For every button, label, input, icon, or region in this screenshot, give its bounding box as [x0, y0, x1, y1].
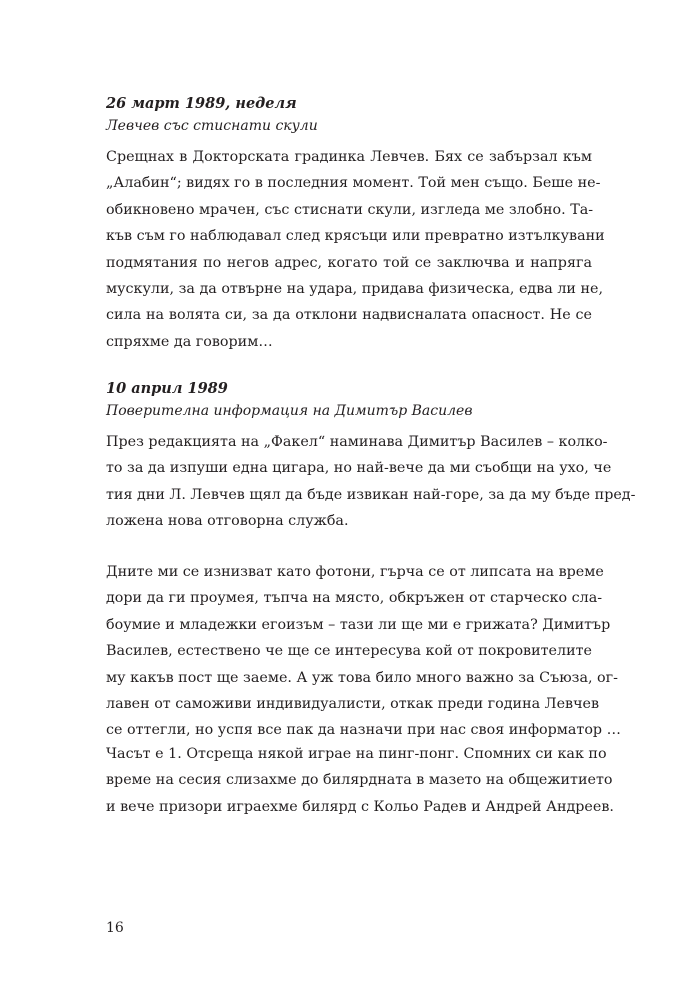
text-line: време на сесия слизахме до билярдната в мазето на общежитието — [106, 772, 613, 789]
text-line: къв съм го наблюдавал след крясъци или превратно изтълкувани — [106, 228, 605, 245]
text-line: тия дни Л. Левчев щял да бъде извикан най-горе, за да му бъде пред- — [106, 486, 636, 503]
text-line: мускули, за да отвърне на удара, придава физическа, едва ли не, — [106, 281, 604, 298]
entry-date: 10 април 1989 — [106, 380, 228, 397]
text-line: сила на волята си, за да отклони надвисналата опасност. Не се — [106, 307, 592, 324]
text-line: и вече призори играехме билярд с Кольо Радев и Андрей Андреев. — [106, 798, 614, 815]
page-number: 16 — [106, 920, 124, 936]
text-line: обикновено мрачен, със стиснати скули, изгледа ме злобно. Та- — [106, 201, 594, 218]
diary-entry-2 — [106, 378, 592, 422]
text-line: му какъв пост ще заеме. А уж това било много важно за Съюза, ог- — [106, 669, 618, 686]
entry-title: Левчев със стиснати скули — [106, 118, 318, 134]
text-line: „Алабин“; видях го в последния момент. Той мен също. Беше не- — [106, 175, 601, 192]
entry-2-paragraph-2 — [106, 559, 621, 744]
entry-title: Поверителна информация на Димитър Василев — [106, 403, 473, 419]
text-line: дори да ги проумея, тъпча на място, обкръжен от старческо сла- — [106, 590, 603, 607]
entry-1-paragraph-1 — [106, 144, 605, 355]
text-line: Часът е 1. Отсреща някой играе на пинг-понг. Спомних си как по — [106, 746, 607, 762]
text-line: ложена нова отговорна служба. — [106, 513, 349, 530]
entry-date: 26 март 1989, неделя — [106, 95, 297, 112]
text-line: Срещнах в Докторската градинка Левчев. Бях се забързал към — [106, 149, 592, 165]
text-line: се оттегли, но успя все пак да назначи при нас своя информатор … — [106, 722, 621, 739]
text-line: Василев, естествено че ще се интересува кой от покровителите — [106, 643, 592, 660]
entry-2-paragraph-3 — [106, 741, 614, 820]
text-line: подмятания по негов адрес, когато той се заключва и напряга — [106, 254, 592, 271]
text-line: Дните ми се изнизват като фотони, гърча се от липсата на време — [106, 564, 604, 580]
text-line: спряхме да говорим… — [106, 333, 273, 350]
diary-entry-1 — [106, 93, 592, 137]
text-line: През редакцията на „Факел“ наминава Димитър Василев – колко- — [106, 434, 608, 450]
text-line: лавен от саможиви индивидуалисти, откак преди година Левчев — [106, 696, 600, 713]
text-line: боумие и младежки егоизъм – тази ли ще ми е грижата? Димитър — [106, 616, 611, 633]
entry-2-paragraph-1 — [106, 429, 636, 535]
text-line: то за да изпуши една цигара, но най-вече да ми съобщи на ухо, че — [106, 460, 612, 477]
